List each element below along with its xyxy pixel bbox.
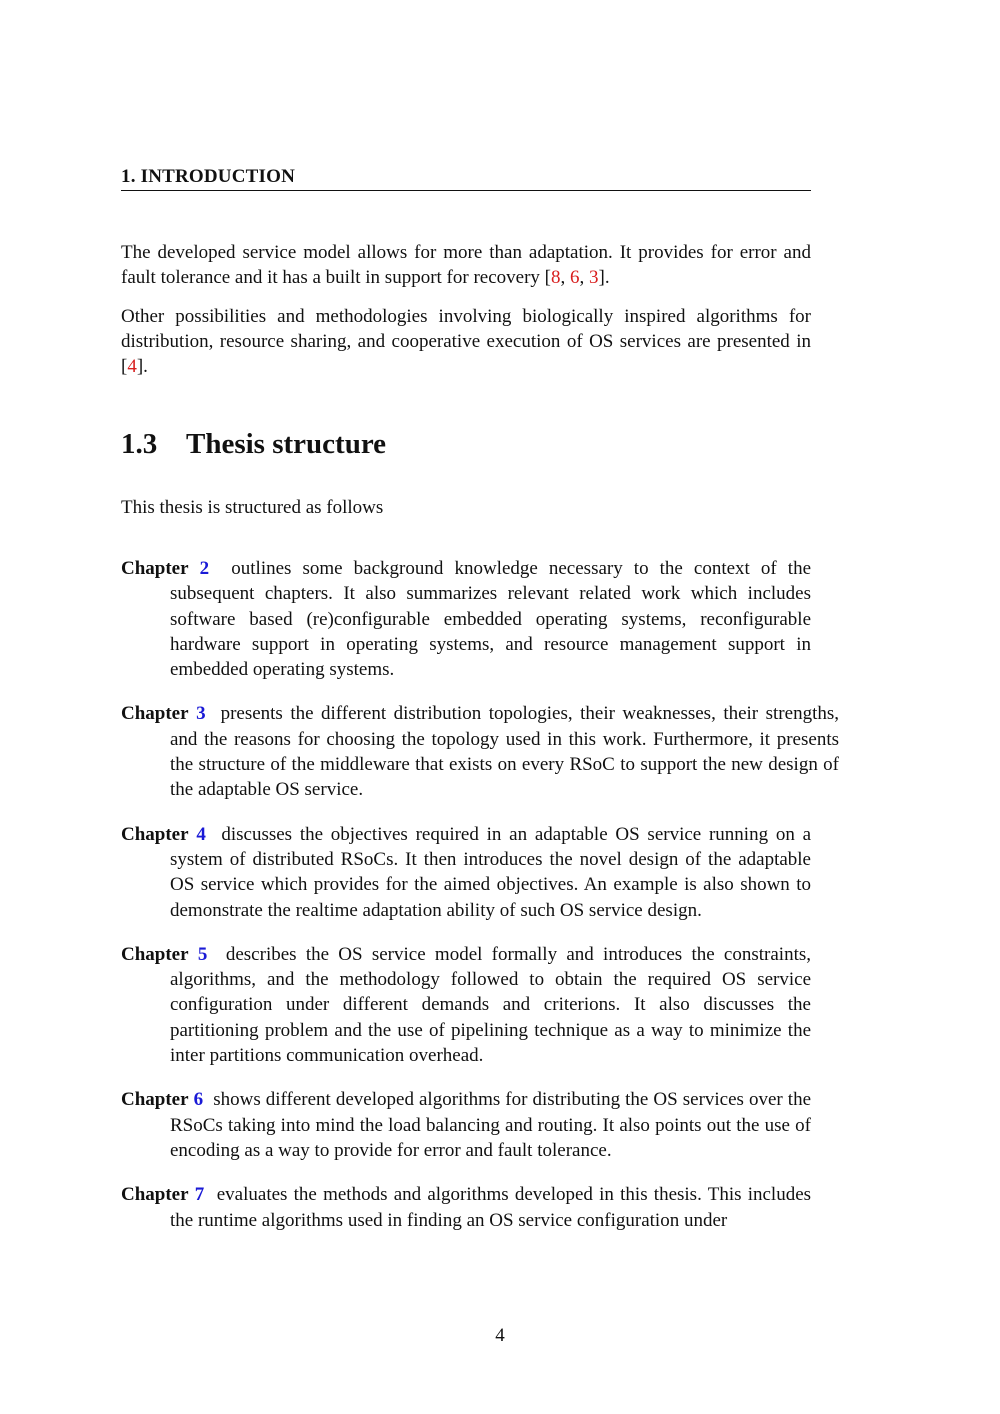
chapter-label: Chapter xyxy=(121,558,189,579)
chapter-entry xyxy=(121,701,839,802)
chapter-label: Chapter xyxy=(121,1089,189,1111)
chapter-ref-link[interactable]: 6 xyxy=(193,1089,204,1111)
chapter-description: shows different developed algorithms for distributing the OS services over the RSoCs taking into mind the load balancing and routing. It also points out the use of encoding as a way to provide for error and fault tolerance. xyxy=(170,1089,812,1161)
running-head-rule xyxy=(121,190,811,191)
citation-link[interactable]: 6 xyxy=(570,267,580,289)
chapter-entry xyxy=(121,1087,811,1163)
chapter-list xyxy=(121,556,839,1252)
chapter-description: evaluates the methods and algorithms developed in this thesis. This includes the runtime algorithms used in finding an OS service configuration under xyxy=(170,1184,812,1231)
chapter-label: Chapter xyxy=(121,823,189,845)
chapter-label: Chapter xyxy=(121,1184,189,1206)
chapter-ref-link[interactable]: 5 xyxy=(197,943,208,965)
chapter-ref-link[interactable]: 3 xyxy=(196,703,206,725)
paragraph-text: The developed service model allows for more than adaptation. It provides for error and fault tolerance and it has a built in support for recovery [ xyxy=(121,242,811,289)
intro-body xyxy=(121,240,811,392)
chapter-label: Chapter xyxy=(121,943,189,965)
paragraph-end: ]. xyxy=(598,267,610,289)
chapter-description: discusses the objectives required in an adaptable OS service running on a system of distributed RSoCs. It then introduces the novel design of the adaptable OS service which provides for the aimed objectives. An example is also shown to demonstrate the realtime adaptation ability of such OS service design. xyxy=(170,823,812,921)
paragraph-bio-inspired xyxy=(121,304,811,380)
paragraph-text: Other possibilities and methodologies involving biologically inspired algorithms for distribution, resource sharing, and cooperative execution of OS services are presented in [ xyxy=(121,305,811,378)
chapter-description: presents the different distribution topologies, their weaknesses, their strengths, and the reasons for choosing the topology used in this work. Furthermore, it presents the structure of the middleware that exists on every RSoC to support the new design of the adaptable OS service. xyxy=(170,703,839,801)
chapter-entry xyxy=(121,942,811,1068)
section-number: 1.3 xyxy=(121,428,158,460)
section-intro: This thesis is structured as follows xyxy=(121,497,384,518)
citation-link[interactable]: 3 xyxy=(589,267,599,289)
page-number: 4 xyxy=(495,1325,505,1346)
chapter-entry xyxy=(121,1182,811,1233)
chapter-entry xyxy=(121,556,811,682)
chapter-ref-link[interactable]: 4 xyxy=(196,823,206,845)
chapter-description: describes the OS service model formally and introduces the constraints, algorithms, and the methodology followed to obtain the required OS service configuration under different demands and criterions. It also discusses the partitioning problem and the use of pipelining technique as a way to minimize the inter partitions communication overhead. xyxy=(170,943,812,1067)
chapter-entry xyxy=(121,822,811,923)
chapter-ref-link[interactable]: 2 xyxy=(199,558,210,579)
paragraph-end: ]. xyxy=(136,356,148,378)
chapter-description: outlines some background knowledge necessary to the context of the subsequent chapters. It also summarizes relevant related work which includes software based (re)configurable embedded operating systems, reconfigurable hardware support in operating systems, and resource management support in embedded operating systems. xyxy=(170,558,812,681)
chapter-label: Chapter xyxy=(121,703,189,725)
citation-link[interactable]: 8 xyxy=(551,267,561,289)
running-head: 1. INTRODUCTION xyxy=(121,166,296,187)
citation-link[interactable]: 4 xyxy=(127,356,137,378)
section-title: Thesis structure xyxy=(186,428,387,460)
section-heading xyxy=(121,428,386,461)
paragraph-recovery: The developed service model allows for more than adaptation. It provides for error and fault tolerance and it has a built in support for recovery [8, 6, 3]. xyxy=(121,242,811,289)
chapter-ref-link[interactable]: 7 xyxy=(194,1184,205,1206)
